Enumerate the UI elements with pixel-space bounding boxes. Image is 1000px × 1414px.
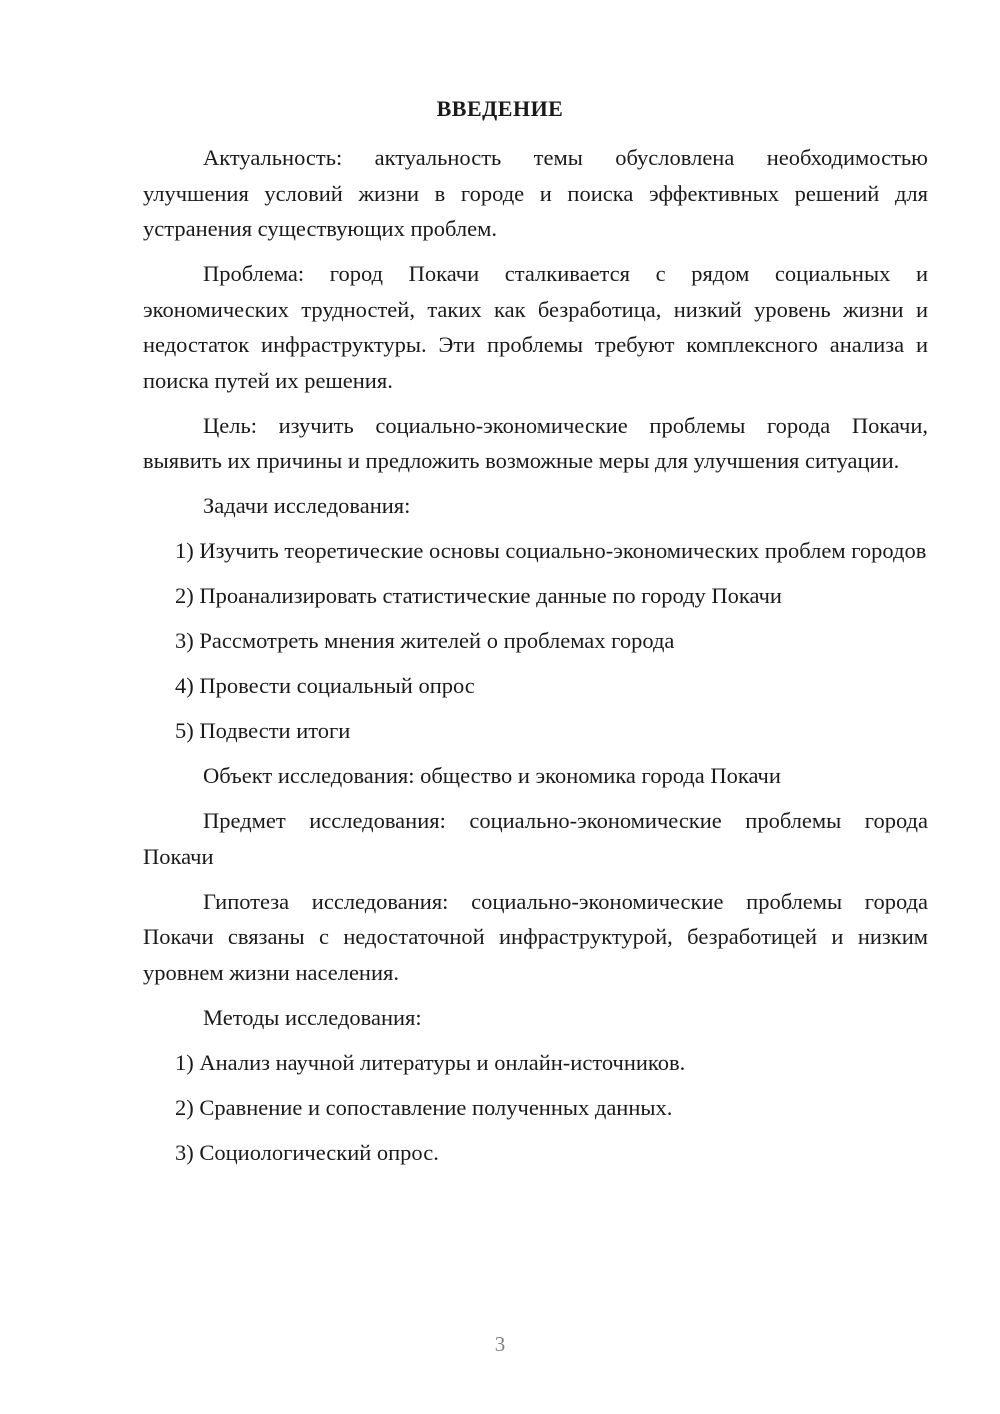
hypothesis-paragraph: Гипотеза исследования: социально-экономические проблемы города Покачи связаны с недостаточной инфраструктурой, безработицей и низким уровнем жизни населения. [143, 888, 928, 985]
document-body [143, 140, 928, 1180]
task-item: 5) Подвести итоги [175, 718, 351, 743]
subject-paragraph: Предмет исследования: социально-экономические проблемы города Покачи [143, 808, 928, 869]
method-item: 1) Анализ научной литературы и онлайн-источников. [175, 1049, 686, 1075]
section-title: ВВЕДЕНИЕ [436, 96, 564, 121]
task-item: 2) Проанализировать статистические данные по городу Покачи [175, 583, 782, 608]
method-item: 3) Социологический опрос. [175, 1139, 439, 1165]
problem-paragraph: Проблема: город Покачи сталкивается с рядом социальных и экономических трудностей, таких как безработица, низкий уровень жизни и недостаток инфраструктуры. Эти проблемы требуют комплексного анализа и поиска путей их решения. [143, 261, 928, 393]
relevance-paragraph: Актуальность: актуальность темы обусловлена необходимостью улучшения условий жизни в городе и поиска эффективных решений для устранения существующих проблем. [143, 145, 928, 241]
goal-paragraph: Цель: изучить социально-экономические проблемы города Покачи, выявить их причины и предложить возможные меры для улучшения ситуации. [143, 412, 928, 473]
task-item: 4) Провести социальный опрос [175, 673, 475, 698]
methods-heading: Методы исследования: [203, 1004, 422, 1030]
task-item: 1) Изучить теоретические основы социально-экономических проблем городов [175, 538, 927, 563]
page-number: 3 [494, 1332, 506, 1356]
object-paragraph: Объект исследования: общество и экономика города Покачи [203, 763, 781, 788]
tasks-heading: Задачи исследования: [203, 493, 411, 518]
method-item: 2) Сравнение и сопоставление полученных данных. [175, 1094, 673, 1120]
task-item: 3) Рассмотреть мнения жителей о проблемах города [175, 628, 675, 653]
